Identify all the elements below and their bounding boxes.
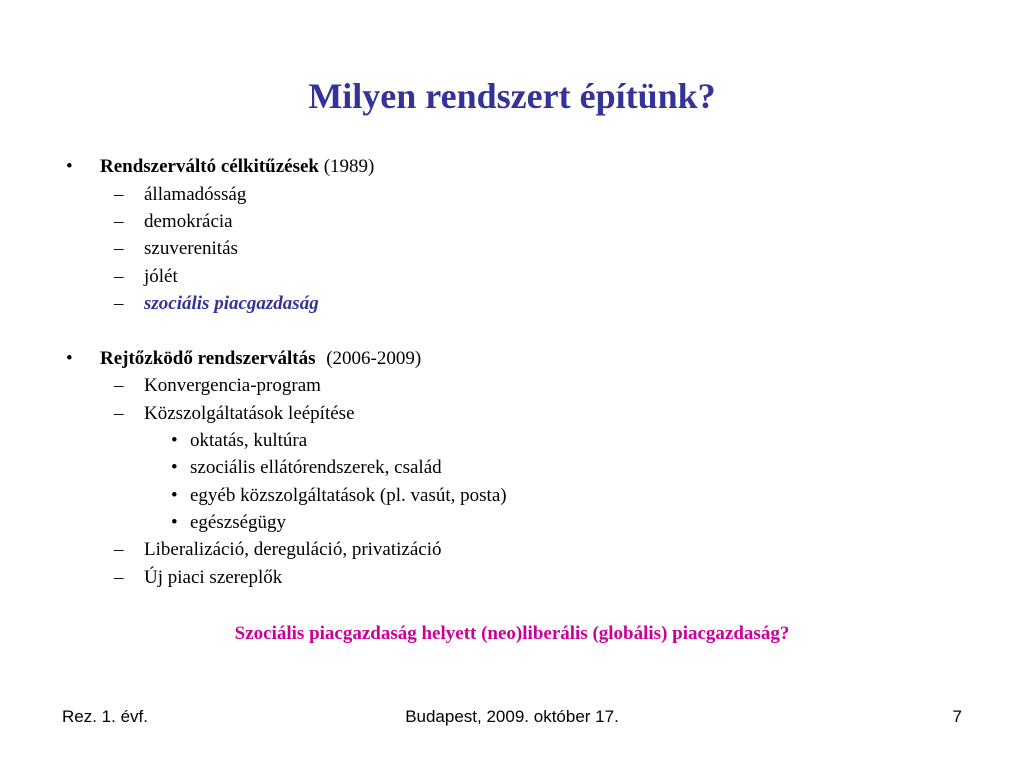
list-item-text: Liberalizáció, dereguláció, privatizáció: [144, 539, 442, 560]
bullet-marker: •: [171, 512, 178, 533]
list-item-text: államadósság: [144, 184, 247, 205]
sub-list-item: [171, 511, 287, 535]
dash-marker: –: [114, 375, 124, 396]
bullet-rendszervalto: [66, 155, 375, 179]
list-item-text: szuverenitás: [144, 238, 238, 259]
bullet-marker: •: [171, 457, 178, 478]
dash-marker: –: [114, 266, 124, 287]
sub-list-item: [171, 484, 507, 508]
bullet-marker: •: [66, 348, 73, 369]
sub-list-item-text: oktatás, kultúra: [190, 430, 308, 451]
list-item: [114, 265, 178, 289]
dash-marker: –: [114, 567, 124, 588]
list-item-text: Közszolgáltatások leépítése: [144, 403, 355, 424]
dash-marker: –: [114, 184, 124, 205]
bullet-marker: •: [66, 156, 73, 177]
dash-marker: –: [114, 403, 124, 424]
list-item: [114, 210, 233, 234]
sub-list-item-text: szociális ellátórendszerek, család: [190, 457, 442, 478]
footer-course: Rez. 1. évf.: [62, 707, 148, 726]
footer-page-number: 7: [952, 707, 962, 726]
sub-list-item-text: egyéb közszolgáltatások (pl. vasút, posta): [190, 485, 507, 506]
section2-year: (2006-2009): [326, 348, 422, 369]
list-item: [114, 183, 247, 207]
sub-list-item: [171, 429, 308, 453]
dash-marker: –: [114, 539, 124, 560]
list-item: [114, 566, 283, 590]
list-item-text: jólét: [144, 266, 178, 287]
section1-year: (1989): [323, 156, 375, 177]
bullet-marker: •: [171, 430, 178, 451]
list-item: [114, 538, 442, 562]
list-item-text: Új piaci szereplők: [144, 567, 283, 588]
sub-list-item-text: egészségügy: [190, 512, 287, 533]
list-item: [114, 237, 238, 261]
dash-marker: –: [114, 293, 124, 314]
list-item-highlight: [114, 292, 319, 316]
list-item: [114, 402, 355, 426]
list-item-text: demokrácia: [144, 211, 233, 232]
bullet-marker: •: [171, 485, 178, 506]
list-item-text: szociális piacgazdaság: [144, 293, 319, 314]
dash-marker: –: [114, 211, 124, 232]
conclusion-question: Szociális piacgazdaság helyett (neo)liberális (globális) piacgazdaság?: [234, 623, 790, 644]
list-item: [114, 374, 321, 398]
slide-title: Milyen rendszert építünk?: [308, 76, 716, 116]
section1-heading: Rendszerváltó célkitűzések: [100, 156, 319, 177]
bullet-rejtozkodo: [66, 347, 422, 371]
list-item-text: Konvergencia-program: [144, 375, 321, 396]
footer-date: Budapest, 2009. október 17.: [405, 707, 619, 726]
dash-marker: –: [114, 238, 124, 259]
sub-list-item: [171, 456, 442, 480]
section2-heading: Rejtőzködő rendszerváltás: [100, 348, 316, 369]
